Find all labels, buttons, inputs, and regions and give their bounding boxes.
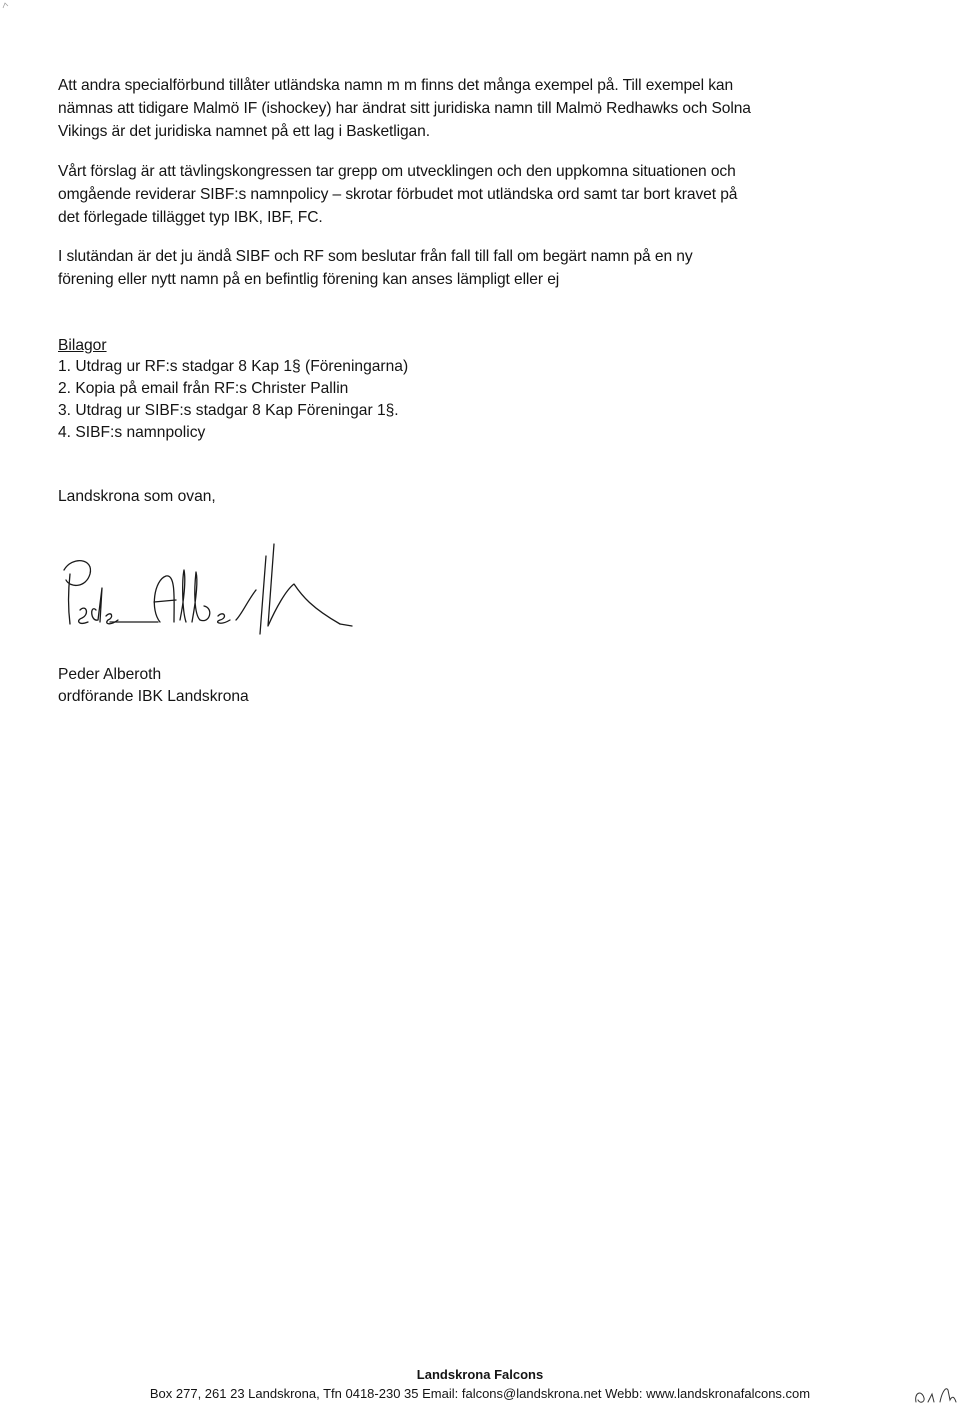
attachment-item: 2. Kopia på email från RF:s Christer Pallin bbox=[58, 380, 349, 397]
signer-title: ordförande IBK Landskrona bbox=[58, 688, 249, 705]
paragraph-proposal bbox=[58, 160, 858, 229]
attachment-item: 1. Utdrag ur RF:s stadgar 8 Kap 1§ (Föreningarna) bbox=[58, 358, 409, 375]
closing-line: Landskrona som ovan, bbox=[58, 488, 216, 505]
handwritten-signature bbox=[50, 530, 360, 660]
paragraph-line: I slutändan är det ju ändå SIBF och RF som beslutar från fall till fall om begärt namn på en ny bbox=[58, 248, 693, 265]
letterhead-footer bbox=[0, 1366, 960, 1404]
paragraph-line: omgående reviderar SIBF:s namnpolicy – skrotar förbudet mot utländska ord samt tar bort kravet på bbox=[58, 186, 738, 203]
attachments-heading: Bilagor bbox=[58, 337, 107, 354]
signer-block bbox=[58, 664, 249, 708]
paragraph-line: Vikings är det juridiska namnet på ett lag i Basketligan. bbox=[58, 123, 430, 140]
attachment-item: 4. SIBF:s namnpolicy bbox=[58, 424, 206, 441]
paragraph-line: förening eller nytt namn på en befintlig förening kan anses lämpligt eller ej bbox=[58, 271, 560, 288]
signer-name: Peder Alberoth bbox=[58, 666, 162, 683]
footer-organization: Landskrona Falcons bbox=[416, 1367, 544, 1382]
paragraph-line: det förlegade tillägget typ IBK, IBF, FC. bbox=[58, 209, 323, 226]
paragraph-line: nämnas att tidigare Malmö IF (ishockey) har ändrat sitt juridiska namn till Malmö Redhawks och Solna bbox=[58, 100, 751, 117]
paragraph-line: Vårt förslag är att tävlingskongressen tar grepp om utvecklingen och den uppkomna situationen och bbox=[58, 163, 736, 180]
footer-contact-info: Box 277, 261 23 Landskrona, Tfn 0418-230 35 Email: falcons@landskrona.net Webb: www.landskronafalcons.com bbox=[149, 1386, 811, 1401]
attachments-list bbox=[58, 356, 408, 444]
paragraph-line: Att andra specialförbund tillåter utländska namn m m finns det många exempel på. Till exempel kan bbox=[58, 77, 734, 94]
handwritten-initials bbox=[912, 1382, 958, 1406]
paragraph-conclusion bbox=[58, 245, 858, 291]
attachment-item: 3. Utdrag ur SIBF:s stadgar 8 Kap Föreningar 1§. bbox=[58, 402, 399, 419]
paragraph-foreign-names bbox=[58, 74, 858, 143]
scan-mark bbox=[2, 1, 10, 9]
